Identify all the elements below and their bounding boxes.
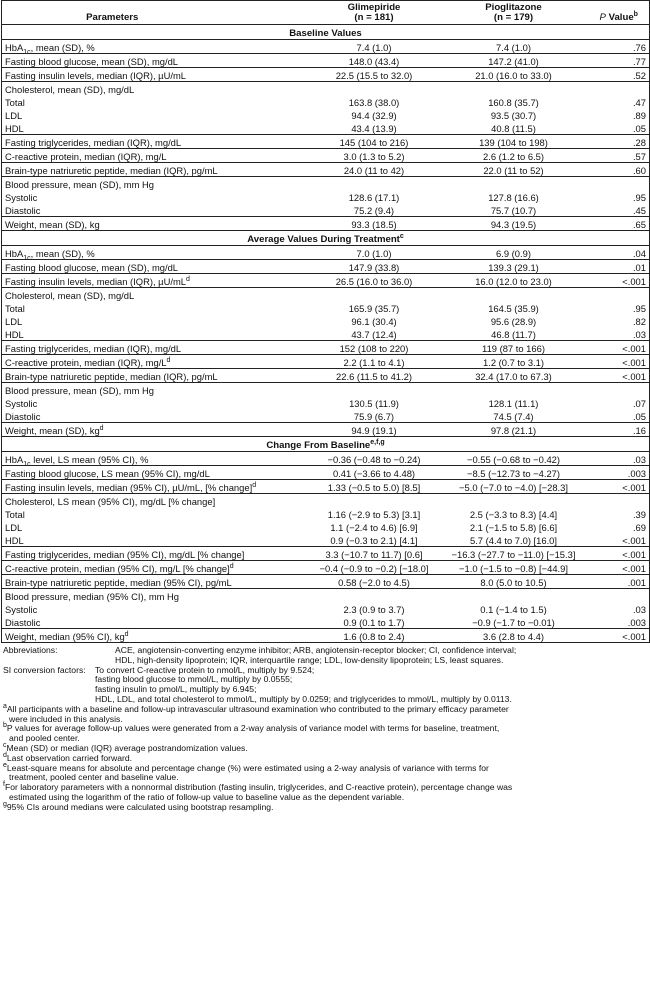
footnote-a: $^a$All participants with a baseline and follow-up intravascular ultrasound examination who contributed to the primary efficacy parameter were included in this analysis. xyxy=(3,702,509,724)
table-row xyxy=(2,82,650,96)
pioglitazone-value: 119 (87 to 166) xyxy=(439,341,589,355)
glimepiride-value: 145 (104 to 216) xyxy=(310,135,439,149)
row-parameter-label: Total xyxy=(5,97,25,108)
table-row xyxy=(2,314,650,327)
pioglitazone-value: 127.8 (16.6) xyxy=(488,192,539,203)
row-parameter-label: Systolic xyxy=(5,192,38,203)
row-parameter-label: Blood pressure, mean (SD), mm Hg xyxy=(2,383,310,397)
glimepiride-value xyxy=(310,82,439,96)
row-parameter-label: Fasting blood glucose, LS mean (95% CI), mg/dL xyxy=(2,466,310,480)
p-value: .39 xyxy=(632,509,646,520)
row-parameter-label: Brain-type natriuretic peptide, median (IQR), pg/mL xyxy=(2,163,310,177)
table-row xyxy=(2,341,650,355)
p-value: <.001 xyxy=(589,369,650,383)
row-parameter-label: HbA$_{1c}$ level, LS mean (95% CI), % xyxy=(5,454,149,466)
row-parameter-label: Diastolic xyxy=(5,205,41,216)
pioglitazone-value: −0.55 (−0.68 to −0.42) xyxy=(466,454,561,465)
p-value: .05 xyxy=(632,411,646,422)
pioglitazone-value: 1.2 (0.7 to 3.1) xyxy=(439,355,589,369)
table-row xyxy=(2,108,650,121)
glimepiride-value: 0.9 (0.1 to 1.7) xyxy=(343,617,405,628)
abbreviations-note: Abbreviations: ACE, angiotensin-converting enzyme inhibitor; ARB, angiotensin-receptor blocker; CI, confidence interval; HDL, high-density lipoprotein; IQR, interquartile range; LDL, low-density lipoprotein; LS, least squares. xyxy=(3,645,517,665)
row-parameter-label: Fasting blood glucose, mean (SD), mg/dL xyxy=(2,54,310,68)
pioglitazone-value: 139 (104 to 198) xyxy=(439,135,589,149)
glimepiride-value: 43.4 (13.9) xyxy=(351,123,397,134)
pioglitazone-value: 40.8 (11.5) xyxy=(491,123,536,134)
glimepiride-value: 24.0 (11 to 42) xyxy=(310,163,439,177)
table-row xyxy=(2,547,650,561)
p-value: .52 xyxy=(589,68,650,82)
pioglitazone-value: 2.1 (−1.5 to 5.8) [6.6] xyxy=(469,522,558,533)
p-value: .16 xyxy=(589,423,650,437)
table-row xyxy=(2,533,650,547)
p-value: .01 xyxy=(589,260,650,274)
glimepiride-value: 93.3 (18.5) xyxy=(310,217,439,231)
pioglitazone-value: 7.4 (1.0) xyxy=(496,42,531,53)
pioglitazone-value xyxy=(439,383,589,397)
table-row xyxy=(2,260,650,274)
glimepiride-value: 0.41 (−3.66 to 4.48) xyxy=(310,466,439,480)
pioglitazone-value: 46.8 (11.7) xyxy=(491,329,536,340)
p-value: .69 xyxy=(632,522,646,533)
table-row xyxy=(2,575,650,589)
table-row xyxy=(2,355,650,369)
row-parameter-label: HbA$_{1c}$, mean (SD), % xyxy=(5,42,95,54)
row-parameter-label: HbA$_{1c}$, mean (SD), % xyxy=(5,248,95,260)
glimepiride-value: −0.36 (−0.48 to −0.24) xyxy=(327,454,421,465)
pioglitazone-value: 147.2 (41.0) xyxy=(439,54,589,68)
p-value xyxy=(589,494,650,508)
row-parameter-label: C-reactive protein, median (IQR), $mg/L^d$ xyxy=(2,355,310,369)
row-parameter-label: Fasting triglycerides, median (IQR), mg/dL xyxy=(2,135,310,149)
table-row xyxy=(2,383,650,397)
pioglitazone-value xyxy=(439,177,589,191)
glimepiride-value: 0.58 (−2.0 to 4.5) xyxy=(310,575,439,589)
p-value: .89 xyxy=(632,110,646,121)
p-value: .77 xyxy=(589,54,650,68)
glimepiride-value xyxy=(310,494,439,508)
section-title: Change From Baseline$^{e,f,g}$ xyxy=(2,437,650,452)
table-row xyxy=(2,203,650,217)
glimepiride-value: 75.2 (9.4) xyxy=(353,205,395,216)
pioglitazone-value xyxy=(439,288,589,302)
footnote-g: $^g$95% CIs around medians were calculated using bootstrap resampling. xyxy=(3,800,274,812)
glimepiride-value: 2.3 (0.9 to 3.7) xyxy=(343,604,405,615)
pioglitazone-value: −0.9 (−1.7 to −0.01) xyxy=(472,617,555,628)
table-row xyxy=(2,615,650,629)
glimepiride-value: 128.6 (17.1) xyxy=(348,192,400,203)
pioglitazone-value: 16.0 (12.0 to 23.0) xyxy=(439,274,589,288)
glimepiride-value: 165.9 (35.7) xyxy=(348,303,400,314)
pioglitazone-value: 139.3 (29.1) xyxy=(439,260,589,274)
p-value: .003 xyxy=(589,466,650,480)
col-pioglitazone-header: Pioglitazone (n = 179) xyxy=(439,1,589,25)
pioglitazone-value xyxy=(439,589,589,603)
table-row xyxy=(2,396,650,409)
p-value xyxy=(589,82,650,96)
glimepiride-value: 0.9 (−0.3 to 2.1) [4.1] xyxy=(330,535,418,546)
table-row xyxy=(2,629,650,643)
table-row xyxy=(2,423,650,437)
row-parameter-label: Weight, median (95% CI), $kg^d$ xyxy=(2,629,310,643)
table-row xyxy=(2,589,650,603)
table-row xyxy=(2,494,650,508)
row-parameter-label: Fasting blood glucose, mean (SD), mg/dL xyxy=(2,260,310,274)
pioglitazone-value xyxy=(439,82,589,96)
section-header-row xyxy=(2,25,650,40)
pioglitazone-value: 95.6 (28.9) xyxy=(490,316,537,327)
table-row xyxy=(2,409,650,423)
pioglitazone-value: 22.0 (11 to 52) xyxy=(439,163,589,177)
p-value: .95 xyxy=(632,303,646,314)
glimepiride-value: 94.4 (32.9) xyxy=(351,110,397,121)
results-table xyxy=(1,0,650,643)
col-glimepiride-header: Glimepiride (n = 181) xyxy=(310,1,439,25)
pioglitazone-value: 8.0 (5.0 to 10.5) xyxy=(439,575,589,589)
p-value: <.001 xyxy=(589,547,650,561)
p-value: <.001 xyxy=(589,341,650,355)
p-value xyxy=(589,288,650,302)
glimepiride-value: 22.6 (11.5 to 41.2) xyxy=(310,369,439,383)
pioglitazone-value: 2.5 (−3.3 to 8.3) [4.4] xyxy=(469,509,558,520)
row-parameter-label: Systolic xyxy=(5,604,38,615)
pioglitazone-value: −8.5 (−12.73 to −4.27) xyxy=(439,466,589,480)
table-row xyxy=(2,54,650,68)
footnote-f: $^f$For laboratory parameters with a nonnormal distribution (fasting insulin, triglycerides, and C-reactive protein), percentage change was estimated using the logarithm of the ratio of follow-up value to baseline value as the dependent variable. xyxy=(3,781,513,802)
table-row xyxy=(2,602,650,615)
row-parameter-label: Blood pressure, median (95% CI), mm Hg xyxy=(2,589,310,603)
glimepiride-value xyxy=(310,177,439,191)
results-table-container xyxy=(1,0,649,813)
row-parameter-label: Weight, mean (SD), $kg^d$ xyxy=(2,423,310,437)
p-value: <.001 xyxy=(589,274,650,288)
p-value xyxy=(589,589,650,603)
row-parameter-label: Systolic xyxy=(5,398,38,409)
table-row xyxy=(2,95,650,108)
row-parameter-label: Diastolic xyxy=(5,617,41,628)
section-header-row xyxy=(2,231,650,246)
p-value: .03 xyxy=(632,329,646,340)
table-row xyxy=(2,452,650,466)
p-value: <.001 xyxy=(589,355,650,369)
glimepiride-value: 3.0 (1.3 to 5.2) xyxy=(310,149,439,163)
glimepiride-value: 75.9 (6.7) xyxy=(353,411,395,422)
pioglitazone-value: 94.3 (19.5) xyxy=(439,217,589,231)
table-row xyxy=(2,246,650,260)
pioglitazone-value: 74.5 (7.4) xyxy=(493,411,534,422)
row-parameter-label: Total xyxy=(5,509,25,520)
row-parameter-label: Total xyxy=(5,303,25,314)
table-row xyxy=(2,507,650,520)
pioglitazone-value: 97.8 (21.1) xyxy=(439,423,589,437)
row-parameter-label: Fasting insulin levels, median (IQR), µU/mL xyxy=(2,68,310,82)
pioglitazone-value: 2.6 (1.2 to 6.5) xyxy=(439,149,589,163)
si-conversion-note: SI conversion factors: To convert C-reactive protein to nmol/L, multiply by 9.524; fasting blood glucose to mmol/L, multiply by 0.0555; fasting insulin to pmol/L, multiply by 6.945; HDL, LDL, and total cholesterol to mmol/L, multiply by 0.0259; and triglycerides to mmol/L, multiply by 0.0113. xyxy=(3,664,512,704)
footnote-c: $^c$Mean (SD) or median (IQR) average postrandomization values. xyxy=(3,742,248,753)
row-parameter-label: Diastolic xyxy=(5,411,41,422)
p-value: .45 xyxy=(632,205,646,216)
pioglitazone-value: 5.7 (4.4 to 7.0) [16.0] xyxy=(469,535,558,546)
p-value: .57 xyxy=(589,149,650,163)
p-value: <.001 xyxy=(589,629,650,643)
pioglitazone-value: 21.0 (16.0 to 33.0) xyxy=(439,68,589,82)
p-value: .76 xyxy=(632,42,646,53)
glimepiride-value: 94.9 (19.1) xyxy=(310,423,439,437)
glimepiride-value: 130.5 (11.9) xyxy=(349,398,399,409)
p-value xyxy=(589,383,650,397)
glimepiride-value xyxy=(310,589,439,603)
pioglitazone-value: 3.6 (2.8 to 4.4) xyxy=(439,629,589,643)
row-parameter-label: Cholesterol, LS mean (95% CI), mg/dL [% change] xyxy=(2,494,310,508)
glimepiride-value: 7.0 (1.0) xyxy=(356,248,392,259)
table-row xyxy=(2,466,650,480)
row-parameter-label: HDL xyxy=(5,123,24,134)
row-parameter-label: LDL xyxy=(5,110,23,121)
p-value: <.001 xyxy=(622,535,646,546)
glimepiride-value: 1.33 (−0.5 to 5.0) [8.5] xyxy=(310,480,439,494)
footnote-d: $^d$Last observation carried forward. xyxy=(3,751,133,763)
row-parameter-label: Blood pressure, mean (SD), mm Hg xyxy=(2,177,310,191)
row-parameter-label: LDL xyxy=(5,316,23,327)
pioglitazone-value: −1.0 (−1.5 to −0.8) [−44.9] xyxy=(439,561,589,575)
table-row xyxy=(2,520,650,533)
glimepiride-value: 148.0 (43.4) xyxy=(310,54,439,68)
section-title: Average Values During Treatment$^c$ xyxy=(2,231,650,246)
section-title: Baseline Values xyxy=(2,25,650,40)
glimepiride-value: 43.7 (12.4) xyxy=(351,329,397,340)
table-row xyxy=(2,177,650,191)
row-parameter-label: Cholesterol, mean (SD), mg/dL xyxy=(2,82,310,96)
p-value: .47 xyxy=(632,97,646,108)
table-footnotes xyxy=(1,643,649,813)
table-row xyxy=(2,149,650,163)
col-pvalue-header: P Value$^b$ xyxy=(589,1,650,25)
glimepiride-value: 96.1 (30.4) xyxy=(351,316,397,327)
p-value: .28 xyxy=(589,135,650,149)
row-parameter-label: Fasting triglycerides, median (95% CI), mg/dL [% change] xyxy=(2,547,310,561)
table-row xyxy=(2,274,650,288)
row-parameter-label: Brain-type natriuretic peptide, median (95% CI), pg/mL xyxy=(2,575,310,589)
row-parameter-label: C-reactive protein, median (95% CI), mg/L [% change]$^d$ xyxy=(2,561,310,575)
table-row xyxy=(2,288,650,302)
p-value: <.001 xyxy=(589,561,650,575)
col-parameters-header: Parameters xyxy=(2,1,310,25)
p-value: .60 xyxy=(589,163,650,177)
row-parameter-label: HDL xyxy=(5,535,24,546)
footnote-list xyxy=(3,702,647,813)
glimepiride-value: 163.8 (38.0) xyxy=(348,97,400,108)
pioglitazone-value: −5.0 (−7.0 to −4.0) [−28.3] xyxy=(439,480,589,494)
table-row xyxy=(2,480,650,494)
glimepiride-value: 1.6 (0.8 to 2.4) xyxy=(310,629,439,643)
pioglitazone-value: 75.7 (10.7) xyxy=(490,205,537,216)
table-row xyxy=(2,68,650,82)
glimepiride-value: 1.1 (−2.4 to 4.6) [6.9] xyxy=(330,522,418,533)
p-value: .82 xyxy=(632,316,646,327)
pioglitazone-value: −16.3 (−27.7 to −11.0) [−15.3] xyxy=(439,547,589,561)
table-body xyxy=(2,25,650,643)
table-row xyxy=(2,369,650,383)
row-parameter-label: C-reactive protein, median (IQR), mg/L xyxy=(2,149,310,163)
footnote-e: $^e$Least-square means for absolute and percentage change (%) were estimated using a 2-way analysis of variance with terms for treatment, pooled center and baseline value. xyxy=(3,761,489,783)
pioglitazone-value: 6.9 (0.9) xyxy=(496,248,531,259)
p-value: .05 xyxy=(632,123,646,134)
row-parameter-label: LDL xyxy=(5,522,23,533)
glimepiride-value xyxy=(310,383,439,397)
p-value xyxy=(589,177,650,191)
table-row xyxy=(2,121,650,135)
table-row xyxy=(2,561,650,575)
table-row xyxy=(2,190,650,203)
glimepiride-value: 7.4 (1.0) xyxy=(356,42,392,53)
pioglitazone-value: 164.5 (35.9) xyxy=(488,303,539,314)
p-value: .003 xyxy=(627,617,646,628)
glimepiride-value: −0.4 (−0.9 to −0.2) [−18.0] xyxy=(310,561,439,575)
table-row xyxy=(2,217,650,231)
p-value: .95 xyxy=(632,192,646,203)
table-row xyxy=(2,135,650,149)
p-value: .07 xyxy=(632,398,646,409)
glimepiride-value xyxy=(310,288,439,302)
glimepiride-value: 22.5 (15.5 to 32.0) xyxy=(310,68,439,82)
row-parameter-label: Fasting insulin levels, median (95% CI), µU/mL, [% change]$^d$ xyxy=(2,480,310,494)
pioglitazone-value: 93.5 (30.7) xyxy=(490,110,537,121)
pioglitazone-value: 32.4 (17.0 to 67.3) xyxy=(439,369,589,383)
row-parameter-label: HDL xyxy=(5,329,24,340)
glimepiride-value: 152 (108 to 220) xyxy=(310,341,439,355)
row-parameter-label: Fasting insulin levels, median (IQR), $\mu U/mL^d$ xyxy=(2,274,310,288)
glimepiride-value: 26.5 (16.0 to 36.0) xyxy=(310,274,439,288)
pioglitazone-value: 0.1 (−1.4 to 1.5) xyxy=(480,604,547,615)
table-row xyxy=(2,301,650,314)
table-row xyxy=(2,163,650,177)
table-row xyxy=(2,327,650,341)
p-value: .03 xyxy=(632,454,646,465)
glimepiride-value: 147.9 (33.8) xyxy=(310,260,439,274)
p-value: .65 xyxy=(589,217,650,231)
footnote-b: $^b$P values for average follow-up values were generated from a 2-way analysis of variance model with terms for baseline, treatment, and pooled center. xyxy=(3,722,500,744)
pioglitazone-value: 160.8 (35.7) xyxy=(488,97,539,108)
row-parameter-label: Brain-type natriuretic peptide, median (IQR), pg/mL xyxy=(2,369,310,383)
pioglitazone-value: 128.1 (11.1) xyxy=(488,398,539,409)
p-value: .04 xyxy=(632,248,646,259)
p-value: <.001 xyxy=(589,480,650,494)
row-parameter-label: Fasting triglycerides, median (IQR), mg/dL xyxy=(2,341,310,355)
p-value: .03 xyxy=(632,604,646,615)
glimepiride-value: 1.16 (−2.9 to 5.3) [3.1] xyxy=(327,509,421,520)
glimepiride-value: 3.3 (−10.7 to 11.7) [0.6] xyxy=(310,547,439,561)
table-row xyxy=(2,40,650,54)
glimepiride-value: 2.2 (1.1 to 4.1) xyxy=(310,355,439,369)
row-parameter-label: Weight, mean (SD), kg xyxy=(2,217,310,231)
p-value: .001 xyxy=(589,575,650,589)
section-header-row xyxy=(2,437,650,452)
table-header-row xyxy=(2,1,650,25)
pioglitazone-value xyxy=(439,494,589,508)
row-parameter-label: Cholesterol, mean (SD), mg/dL xyxy=(2,288,310,302)
